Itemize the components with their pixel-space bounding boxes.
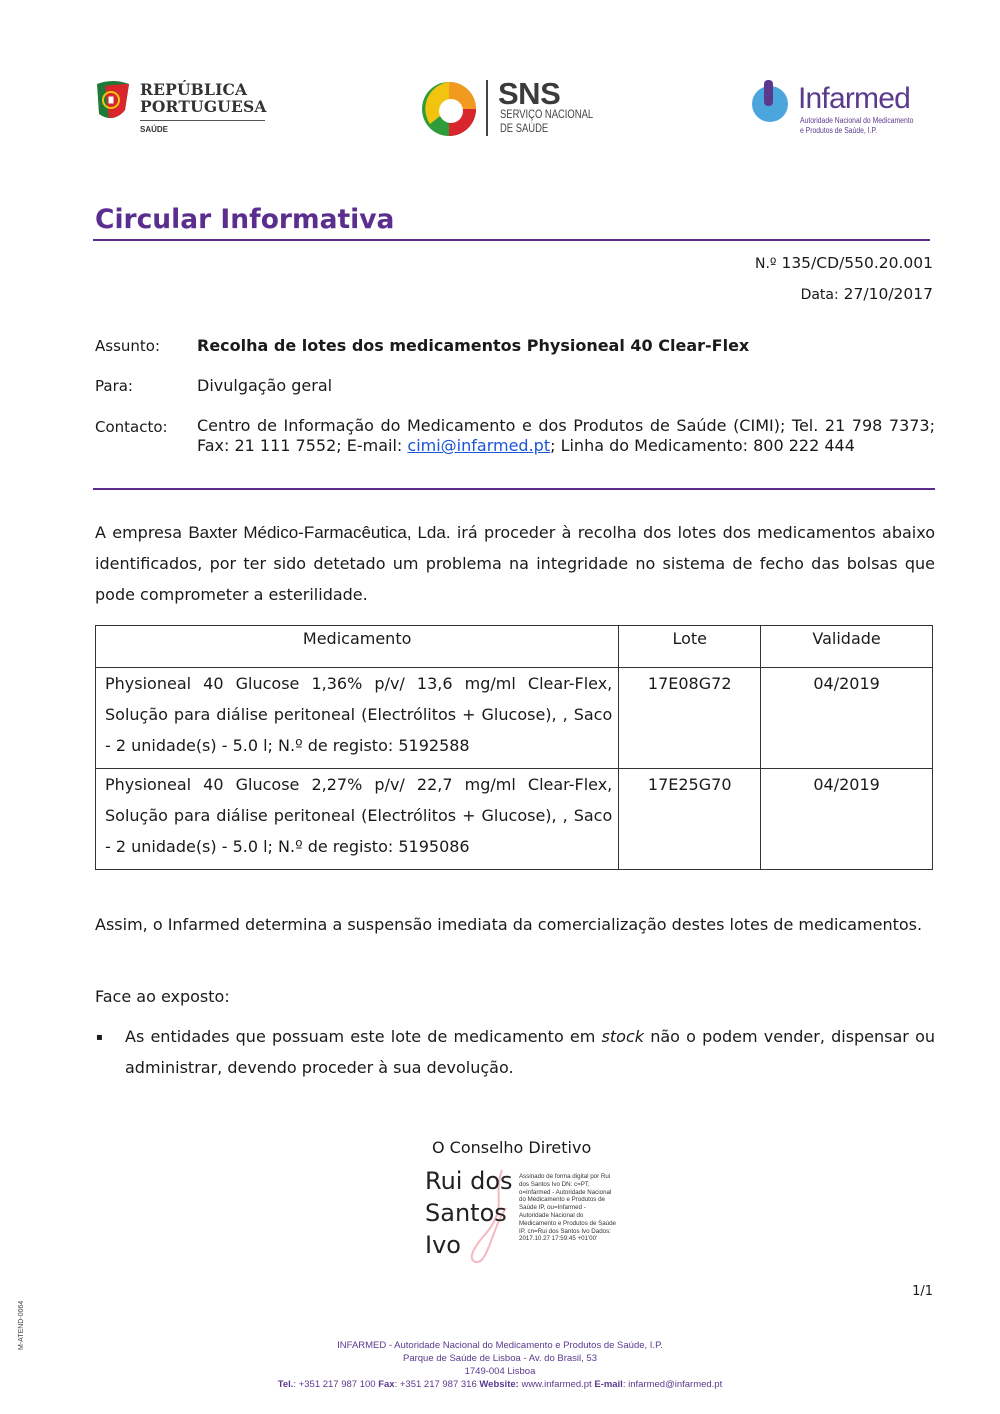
bullet-pre: As entidades que possuam este lote de medicamento em — [125, 1027, 602, 1046]
table-row — [96, 668, 933, 769]
determination-paragraph: Assim, o Infarmed determina a suspensão imediata da comercialização destes lotes de medicamentos. — [95, 915, 923, 934]
portugal-emblem-icon — [95, 80, 131, 124]
cell-validade: 04/2019 — [761, 769, 933, 870]
footer-fax-label: Fax — [378, 1379, 395, 1390]
title-rule — [93, 239, 930, 241]
footer-line2: Parque de Saúde de Lisboa - Av. do Brasil, 53 — [402, 1353, 597, 1364]
cell-validade: 04/2019 — [761, 668, 933, 769]
assunto-label: Assunto: — [95, 337, 161, 355]
table-header-row — [96, 626, 933, 668]
infarmed-line1: Autoridade Nacional do Medicamento — [800, 116, 914, 125]
intro-post: irá proceder à recolha dos lotes dos medicamentos abaixo identificados, por ter sido detetado um problema na integridade no sistema de fecho das bolsas que pode comprometer a esterilidade. — [95, 523, 935, 604]
document-code: M-ATEND-0064 — [18, 1300, 25, 1350]
republica-sub: SAÚDE — [140, 125, 169, 134]
footer-email-link[interactable]: : infarmed@infarmed.pt — [622, 1379, 723, 1390]
footer-tel-label: Tel. — [277, 1379, 294, 1390]
header-medicamento: Medicamento — [96, 626, 619, 668]
contacto-text-end: ; Linha do Medicamento: 800 222 444 — [550, 436, 855, 455]
footer-tel: : +351 217 987 100 — [293, 1379, 379, 1390]
contacto-email-link[interactable]: cimi@infarmed.pt — [407, 436, 551, 455]
bullet-item — [125, 1021, 935, 1083]
digital-signature-details: Assinado de forma digital por Rui dos Santos Ivo DN: c=PT, o=Infarmed - Autoridade Nacional do Medicamento e Produtos de Saúde IP, ou=Infarmed - Autoridade Nacional do Medicamento e Produtos de Saúde IP, cn=Rui dos Santos Ivo Dados: 2017.10.27 17:59:45 +01'00' — [519, 1173, 616, 1243]
medicines-table — [95, 625, 933, 870]
infarmed-logo — [750, 78, 935, 140]
signature-name-line2: Santos — [425, 1199, 507, 1227]
republica-portuguesa-logo — [95, 78, 270, 138]
document-title: Circular Informativa — [95, 204, 395, 235]
date-label: Data: — [800, 287, 839, 303]
footer-contacts — [0, 1379, 1000, 1390]
signature-name-line3: Ivo — [425, 1231, 461, 1259]
cell-lote: 17E08G72 — [619, 668, 761, 769]
company-name: Baxter Médico-Farmacêutica, Lda. — [188, 523, 451, 542]
cell-medicamento: Physioneal 40 Glucose 2,27% p/v/ 22,7 mg/ml Clear-Flex, Solução para diálise peritoneal (Electrólitos + Glucose), , Saco - 2 unidade(s) - 5.0 l; N.º de registo: 5195086 — [96, 769, 619, 870]
assunto-value: Recolha de lotes dos medicamentos Physioneal 40 Clear-Flex — [197, 336, 750, 355]
number-value: 135/CD/550.20.001 — [781, 254, 933, 272]
cell-lote: 17E25G70 — [619, 769, 761, 870]
header-lote: Lote — [619, 626, 761, 668]
signature-heading: O Conselho Diretivo — [432, 1138, 592, 1157]
cell-medicamento: Physioneal 40 Glucose 1,36% p/v/ 13,6 mg/ml Clear-Flex, Solução para diálise peritoneal (Electrólitos + Glucose), , Saco - 2 unidade(s) - 5.0 l; N.º de registo: 5192588 — [96, 668, 619, 769]
footer-fax: : +351 217 987 316 — [394, 1379, 480, 1390]
infarmed-line2: e Produtos de Saúde, I.P. — [800, 126, 878, 135]
para-label: Para: — [95, 377, 133, 395]
republica-line2: PORTUGUESA — [140, 97, 267, 116]
sns-ring-icon — [420, 80, 478, 138]
sns-line2: DE SAÚDE — [500, 123, 549, 135]
footer-website-link[interactable]: www.infarmed.pt — [518, 1379, 595, 1390]
signature-name-line1: Rui dos — [425, 1167, 513, 1195]
sns-line1: SERVIÇO NACIONAL — [500, 109, 594, 121]
signature-name — [425, 1165, 513, 1261]
number-label: N.º — [754, 256, 777, 272]
header-validade: Validade — [761, 626, 933, 668]
sns-logo — [420, 78, 620, 140]
sns-title: SNS — [498, 76, 561, 111]
circular-number — [755, 254, 933, 272]
footer-email-label: E-mail — [594, 1379, 623, 1390]
table-row — [96, 769, 933, 870]
contacto-label: Contacto: — [95, 418, 168, 436]
bullet-em: stock — [601, 1027, 645, 1046]
contacto-value — [197, 416, 935, 456]
footer-line3: 1749-004 Lisboa — [464, 1366, 536, 1377]
contacto-text: Centro de Informação do Medicamento e dos Produtos de Saúde (CIMI); Tel. 21 798 7373; Fax: 21 111 7552; E-mail: — [197, 416, 935, 455]
para-value: Divulgação geral — [197, 376, 333, 395]
face-ao-exposto: Face ao exposto: — [95, 987, 230, 1006]
republica-rule — [140, 120, 265, 121]
fields-rule — [93, 488, 935, 490]
date-value: 27/10/2017 — [843, 285, 933, 303]
bullet-post: não o podem vender, dispensar ou administrar, devendo proceder à sua devolução. — [125, 1027, 935, 1077]
footer-line1: INFARMED - Autoridade Nacional do Medicamento e Produtos de Saúde, I.P. — [337, 1340, 663, 1351]
republica-line1: REPÚBLICA — [140, 80, 248, 99]
intro-paragraph — [95, 517, 935, 610]
intro-pre: A empresa — [95, 523, 189, 542]
bullet-icon: ▪ — [96, 1032, 103, 1043]
infarmed-drop-icon — [750, 80, 794, 124]
sns-separator — [486, 80, 488, 136]
page-number: 1/1 — [912, 1284, 933, 1299]
circular-date — [801, 285, 933, 303]
footer-web-label: Website: — [479, 1379, 519, 1390]
infarmed-title: Infarmed — [798, 82, 910, 115]
